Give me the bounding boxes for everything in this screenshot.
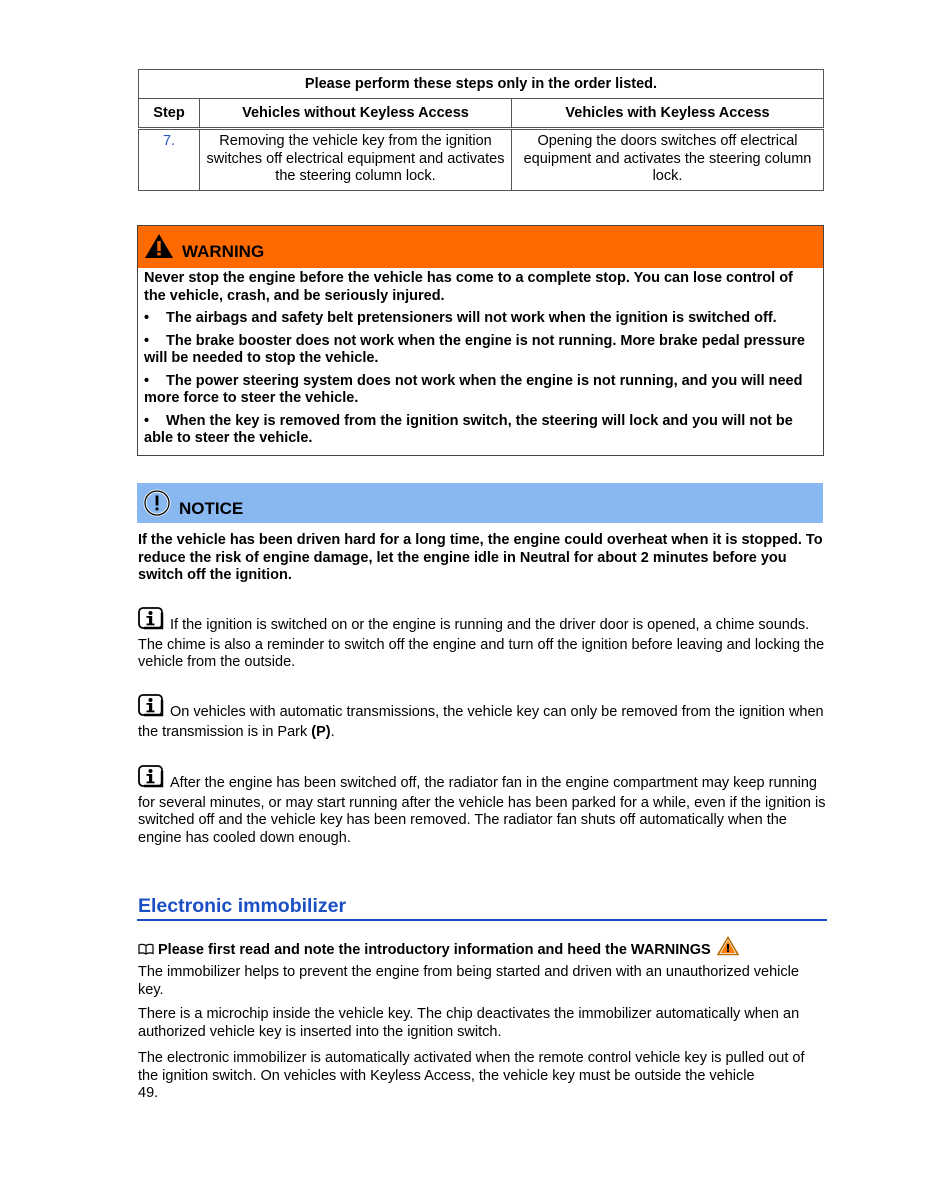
body-paragraph: The electronic immobilizer is automatically activated when the remote control vehicle key is pulled out of the ignition switch. On vehicles with Keyless Access, the vehicle key must be outside the vehicle bbox=[138, 1050, 805, 1084]
warning-header bbox=[138, 226, 823, 268]
open-book-icon bbox=[138, 943, 154, 959]
step-with-keyless: Opening the doors switches off electrical equipment and activates the steering column lock. bbox=[512, 129, 824, 191]
section-title: Electronic immobilizer bbox=[138, 895, 347, 917]
notice-text: If the vehicle has been driven hard for a long time, the engine could overheat when it is stopped. To reduce the risk of engine damage, let the engine idle in Neutral for about 2 minutes before you switch off the ignition. bbox=[138, 532, 823, 583]
info-note-text: After the engine has been switched off, the radiator fan in the engine compartment may keep running for several minutes, or may start running after the vehicle has been parked for a while, even if the ignition is switched off and the vehicle key has been removed. The radiator fan shuts off automatically when the engine has cooled down enough. bbox=[138, 775, 826, 846]
notice-title: NOTICE bbox=[179, 499, 244, 518]
table-caption: Please perform these steps only in the order listed. bbox=[139, 70, 824, 99]
notice-header bbox=[137, 483, 823, 523]
info-note bbox=[138, 765, 828, 847]
warning-box bbox=[137, 225, 824, 456]
warning-triangle-icon bbox=[717, 936, 739, 960]
bullet-glyph: • bbox=[144, 372, 150, 389]
info-note: On vehicles with automatic transmissions, the vehicle key can only be removed from the ignition when the transmission is in Park (P). bbox=[138, 694, 828, 741]
info-note-text: On vehicles with automatic transmissions, the vehicle key can only be removed from the ignition when the transmission is in Park bbox=[138, 704, 824, 740]
warning-bullet: • When the key is removed from the ignition switch, the steering will lock and you will not be able to steer the vehicle. bbox=[144, 412, 793, 446]
gear-position-park: (P) bbox=[311, 723, 331, 740]
bullet-glyph: • bbox=[144, 310, 150, 326]
info-icon bbox=[138, 765, 165, 795]
warning-intro: Never stop the engine before the vehicle has come to a complete stop. You can lose control of the vehicle, crash, and be seriously injured. bbox=[144, 270, 793, 304]
info-icon bbox=[138, 607, 165, 637]
column-header-with-keyless: Vehicles with Keyless Access bbox=[512, 99, 824, 129]
table-row bbox=[139, 129, 824, 191]
body-paragraph: The immobilizer helps to prevent the engine from being started and driven with an unauthorized vehicle key. bbox=[138, 964, 799, 998]
info-note bbox=[138, 607, 828, 672]
warning-bullet: • The brake booster does not work when the engine is not running. More brake pedal pressure will be needed to stop the vehicle. bbox=[144, 332, 805, 366]
step-without-keyless: Removing the vehicle key from the ignition switches off electrical equipment and activates the steering column lock. bbox=[200, 129, 512, 191]
notice-exclamation-icon bbox=[143, 489, 171, 521]
warning-bullet: • The power steering system does not work when the engine is not running, and you will need more force to steer the vehicle. bbox=[144, 372, 803, 406]
bullet-glyph: • bbox=[144, 412, 150, 429]
section-divider bbox=[137, 919, 827, 921]
warning-body bbox=[138, 268, 823, 455]
read-first-text: Please first read and note the introductory information and heed the WARNINGS bbox=[158, 942, 711, 958]
step-number: 7. bbox=[139, 129, 200, 191]
info-icon bbox=[138, 694, 165, 724]
body-paragraph: There is a microchip inside the vehicle key. The chip deactivates the immobilizer automatically when an authorized vehicle key is inserted into the ignition switch. bbox=[138, 1006, 800, 1040]
page-number: 49. bbox=[138, 1085, 159, 1101]
warning-title: WARNING bbox=[182, 242, 265, 261]
column-header-step: Step bbox=[139, 99, 200, 129]
column-header-without-keyless: Vehicles without Keyless Access bbox=[200, 99, 512, 129]
read-first-note bbox=[138, 936, 739, 960]
warning-triangle-icon bbox=[144, 232, 174, 264]
bullet-glyph: • bbox=[144, 332, 150, 349]
steps-table bbox=[138, 69, 824, 191]
info-note-text: If the ignition is switched on or the engine is running and the driver door is opened, a chime sounds. The chime is also a reminder to switch off the engine and turn off the ignition before leaving and locking the vehicle from the outside. bbox=[138, 617, 825, 670]
warning-bullet: • The airbags and safety belt pretensioners will not work when the ignition is switched off. bbox=[144, 310, 777, 326]
